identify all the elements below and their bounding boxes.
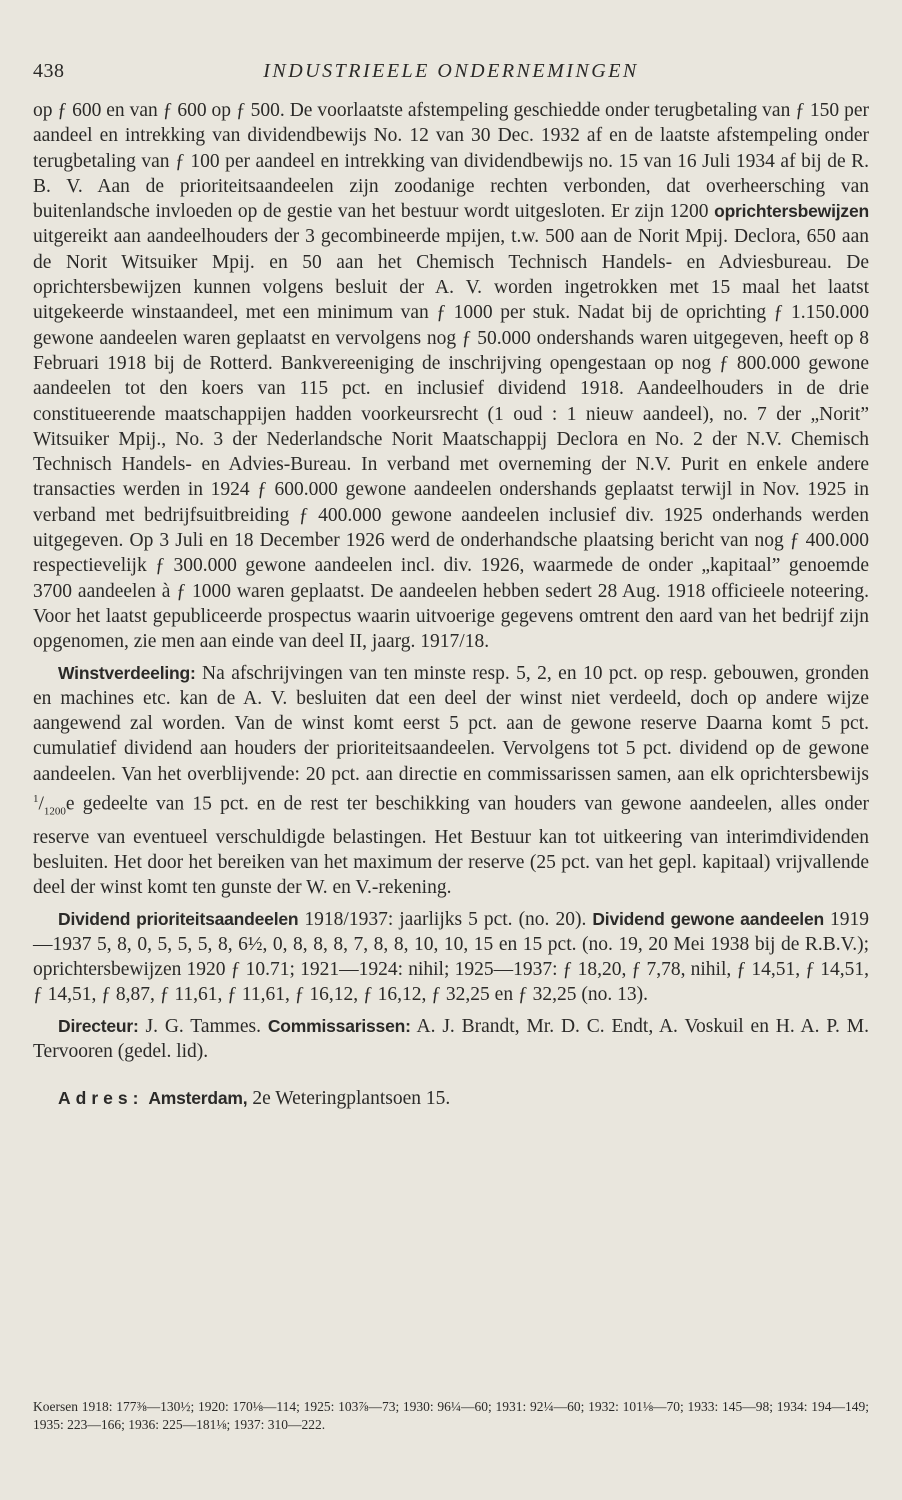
capital-text-2: uitgereikt aan aandeelhouders der 3 gecombineerde mpijen, t.w. 500 aan de Norit Mpij. Declora, 650 aan de Norit Witsuiker Mpij. en 50 aan het Chemisch Technisch Handels- en Adviesbureau. De oprichtersbewijzen kunnen volgens besluit der A. V. worden ingetrokken met 15 maal het laatst uitgekeerde winstaandeel, met een minimum van ƒ 1000 per stuk. Nadat bij de oprichting ƒ 1.150.000 gewone aandeelen waren geplaatst en vervolgens nog ƒ 50.000 ondershands waren uitgegeven, heeft op 8 Februari 1918 bij de Rotterd. Bankvereeniging de inschrijving opengestaan op nog ƒ 800.000 gewone aandeelen tot den koers van 115 pct. en inclusief dividend 1918. Aandeelhouders in de drie constitueerende maatschappijen hadden voorkeursrecht (1 oud : 1 nieuw aandeel), no. 7 der „Norit” Witsuiker Mpij., No. 3 der Nederlandsche Norit Maatschappij Declora en No. 2 der N.V. Chemisch Technisch Handels- en Advies-Bureau. In verband met overneming der N.V. Purit en enkele andere transacties werden in 1924 ƒ 600.000 gewone aandeelen ondershands geplaatst terwijl in Nov. 1925 in verband met bedrijfsuitbreiding ƒ 400.000 gewone aandeelen inclusief div. 1925 onderhands werden uitgegeven. Op 3 Juli en 18 December 1926 werd de onderhandsche plaatsing bericht van nog ƒ 400.000 respectievelijk ƒ 300.000 gewone aandeelen incl. div. 1926, waarmede de onder „kapitaal” genoemde 3700 aandeelen à ƒ 1000 waren geplaatst. De aandeelen hebben sedert 28 Aug. 1918 officieele noteering. Voor het laatst gepubliceerde prospectus waarin uitvoerige gegevens omtrent den aard van het bedrijf zijn opgenomen, zie men aan einde van deel II, jaarg. 1917/18.	[33, 226, 869, 653]
commissarissen-names: A. J. Brandt, Mr. D. C. Endt, A. Voskuil en H. A. P. M. Tervooren (gedel. lid).	[33, 1015, 869, 1063]
adres-street: 2e Weteringplantsoen 15.	[247, 1088, 451, 1110]
winstverdeeling-label: Winstverdeeling:	[58, 662, 196, 683]
paragraph-directie	[33, 1014, 869, 1065]
adres-label: Adres:	[58, 1088, 144, 1109]
paragraph-adres	[33, 1086, 869, 1111]
fraction-numerator: 1	[33, 793, 39, 806]
paragraph-winstverdeeling: Winstverdeeling: Na afschrijvingen van ten minste resp. 5, 2, en 10 pct. op resp. gebouwen, gronden en machines etc. kan de A. V. besluiten dat een deel der winst niet verdeeld, doch op andere wijze aangewend zal worden. Van de winst komt eerst 5 pct. aan de gewone reserve Daarna komt 5 pct. cumulatief dividend aan houders der prioriteitsaandeelen. Vervolgens tot 5 pct. dividend op de gewone aandeelen. Van het overblijvende: 20 pct. aan directie en commissarissen samen, aan elk oprichtersbewijs $^1/_{1200}e$ gedeelte van 15 pct. en de rest ter beschikking van houders van gewone aandeelen, alles onder reserve van eventueel verschuldigde belastingen. Het Bestuur kan tot uitkeering van interimdividenden besluiten. Het door het bereiken van het maximum der reserve (25 pct. van het gepl. kapitaal) vrijvallende deel der winst komt ten gunste der W. en V.-rekening.	[33, 662, 869, 899]
commissarissen-label: Commissarissen:	[267, 1015, 411, 1036]
dividend-gewone-label: Dividend gewone aandeelen	[592, 908, 824, 929]
capital-text-1: op ƒ 600 en van ƒ 600 op ƒ 500. De voorlaatste afstempeling geschiedde onder terugbetaling van ƒ 150 per aandeel en intrekking van dividendbewijs No. 12 van 30 Dec. 1932 af en de laatste afstempeling onder terugbetaling van ƒ 100 per aandeel en intrekking van dividendbewijs no. 15 van 16 Juli 1934 af bij de R. B. V. Aan de prioriteitsaandeelen zijn zoodanige rechten verbonden, dat overheersching van buitenlandsche invloeden op de gestie van het bestuur wordt uitgesloten. Er zijn 1200	[33, 100, 869, 223]
dividend-gewone-text: 1919—1937 5, 8, 0, 5, 5, 5, 8, 6½, 0, 8, 8, 8, 7, 8, 8, 10, 10, 15 en 15 pct. (no. 19, 20 Mei 1938 bij de R.B.V.); oprichtersbewijzen 1920 ƒ 10.71; 1921—1924: nihil; 1925—1937: ƒ 18,20, ƒ 7,78, nihil, ƒ 14,51, ƒ 14,51, ƒ 14,51, ƒ 8,87, ƒ 11,61, ƒ 11,61, ƒ 16,12, ƒ 16,12, ƒ 32,25 en ƒ 32,25 (no. 13).	[33, 908, 869, 1006]
page-number: 438	[33, 60, 65, 82]
winstverdeeling-text-2: e gedeelte van 15 pct. en de rest ter beschikking van houders van gewone aandeelen, alles onder reserve van eventueel verschuldigde belastingen. Het Bestuur kan tot uitkeering van interimdividenden besluiten. Het door het bereiken van het maximum der reserve (25 pct. van het gepl. kapitaal) vrijvallende deel der winst komt ten gunste der W. en V.-rekening.	[33, 793, 869, 899]
directeur-label: Directeur:	[58, 1015, 139, 1036]
dividend-prior-label: Dividend prioriteitsaandeelen	[58, 908, 299, 929]
running-title: INDUSTRIEELE ONDERNEMINGEN	[263, 60, 639, 82]
dividend-prior-text: 1918/1937: jaarlijks 5 pct. (no. 20).	[298, 908, 593, 930]
directeur-name: J. G. Tammes.	[138, 1015, 268, 1037]
oprichtersbewijzen-term: oprichtersbewijzen	[714, 201, 869, 222]
winstverdeeling-text-1: Na afschrijvingen van ten minste resp. 5, 2, en 10 pct. op resp. gebouwen, gronden en machines etc. kan de A. V. besluiten dat een deel der winst niet verdeeld, doch op andere wijze aangewend zal worden. Van de winst komt eerst 5 pct. aan de gewone reserve Daarna komt 5 pct. cumulatief dividend aan houders der prioriteitsaandeelen. Vervolgens tot 5 pct. dividend op de gewone aandeelen. Van het overblijvende: 20 pct. aan directie en commissarissen samen, aan elk oprichtersbewijs	[33, 662, 869, 785]
fraction-denominator: 1200	[43, 805, 66, 818]
page-body	[33, 98, 869, 1112]
koersen-footnote: Koersen 1918: 177⅜—130½; 1920: 170⅛—114; 1925: 103⅞—73; 1930: 96¼—60; 1931: 92¼—60; 1932: 101⅛—70; 1933: 145—98; 1934: 194—149; 1935: 223—166; 1936: 225—181⅛; 1937: 310—222.	[33, 1399, 869, 1432]
adres-city: Amsterdam,	[148, 1088, 248, 1109]
page-header	[33, 60, 869, 88]
paragraph-capital-history	[33, 98, 869, 655]
paragraph-dividend	[33, 907, 869, 1008]
